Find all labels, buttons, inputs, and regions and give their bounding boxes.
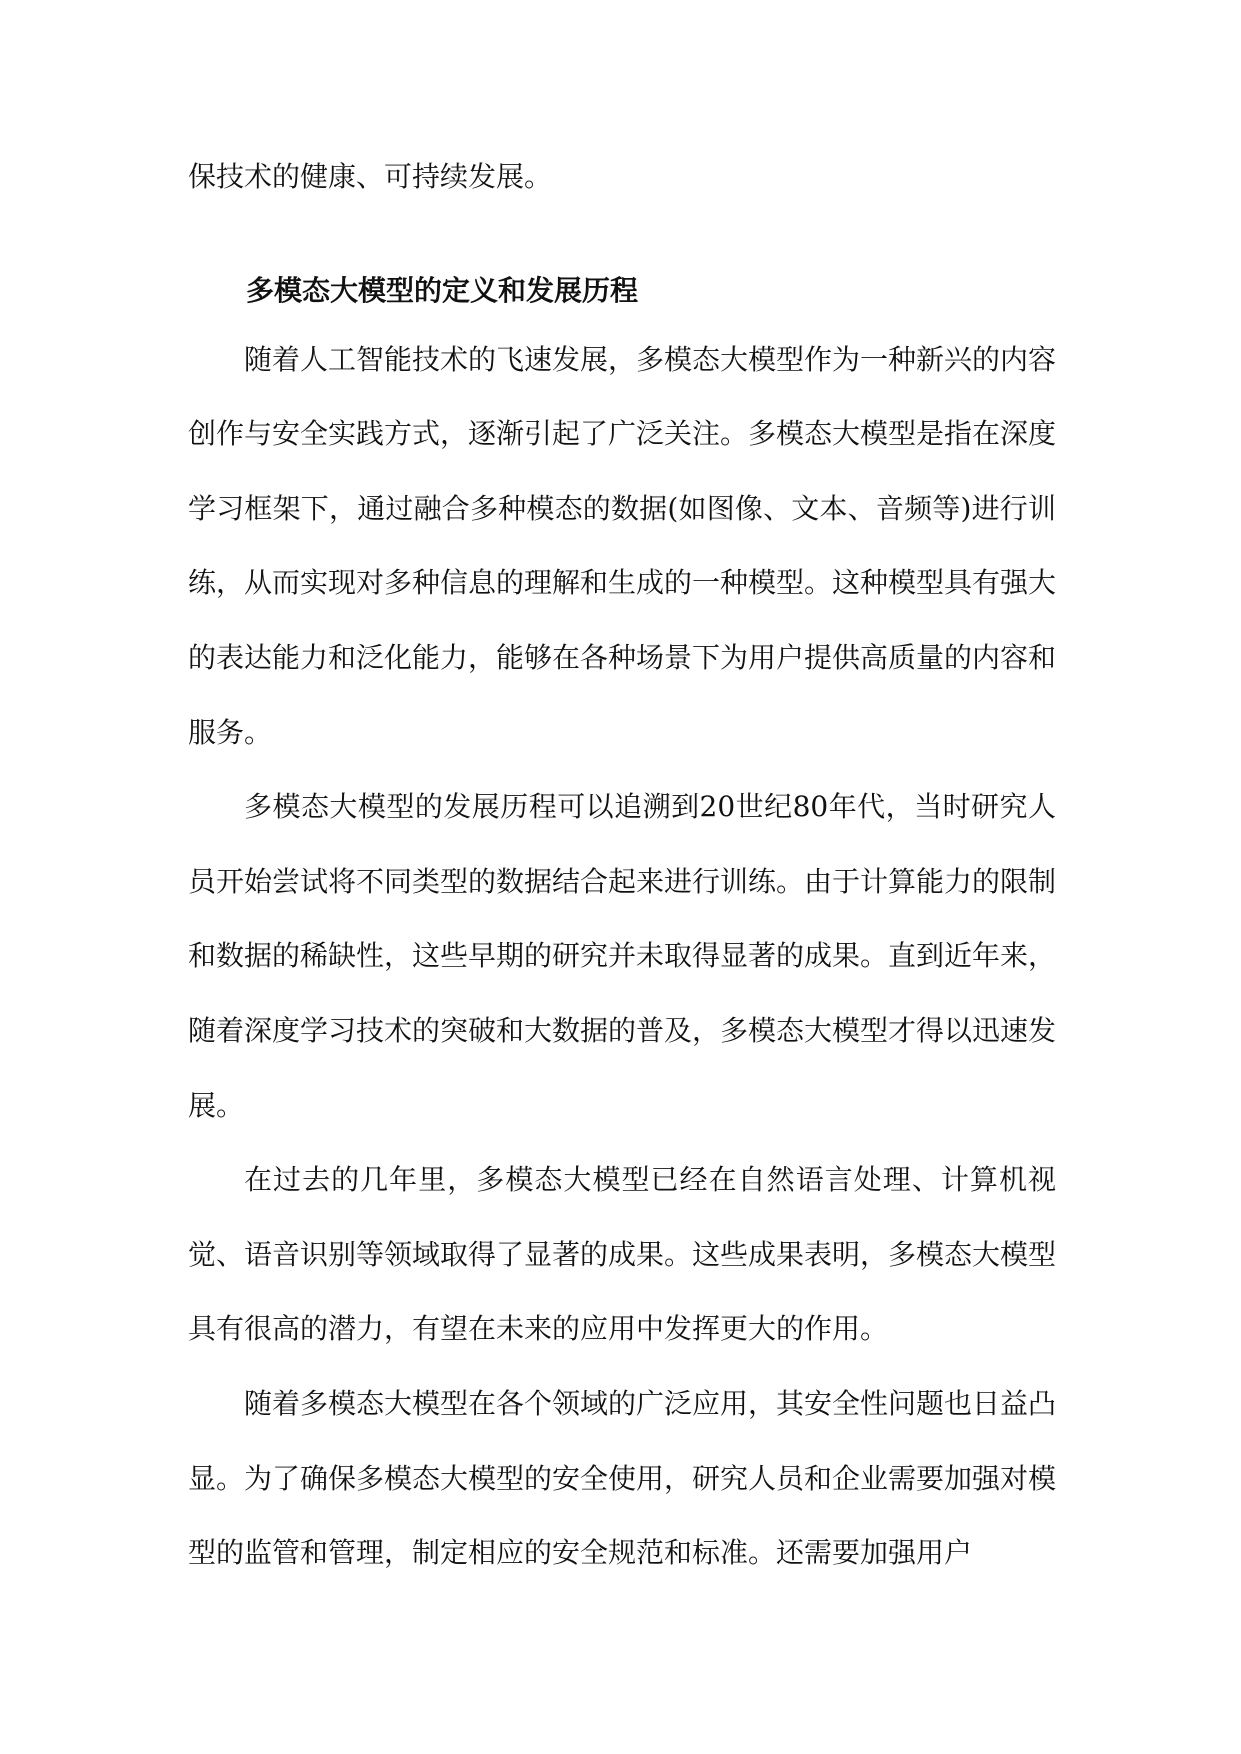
- paragraph-history: 多模态大模型的发展历程可以追溯到20世纪80年代，当时研究人员开始尝试将不同类型的数据结合起来进行训练。由于计算能力的限制和数据的稀缺性，这些早期的研究并未取得显著的成果。直到近年来，随着深度学习技术的突破和大数据的普及，多模态大模型才得以迅速发展。: [188, 790, 1057, 1122]
- document-body: [188, 140, 1056, 1591]
- section-heading: 多模态大模型的定义和发展历程: [246, 273, 639, 307]
- continuation-paragraph: 保技术的健康、可持续发展。: [188, 160, 553, 193]
- paragraph-security: 随着多模态大模型在各个领域的广泛应用，其安全性问题也日益凸显。为了确保多模态大模型的安全使用，研究人员和企业需要加强对模型的监管和管理，制定相应的安全规范和标准。还需要加强用户: [188, 1386, 1057, 1570]
- paragraph-definition: 随着人工智能技术的飞速发展，多模态大模型作为一种新兴的内容创作与安全实践方式，逐渐引起了广泛关注。多模态大模型是指在深度学习框架下，通过融合多种模态的数据(如图像、文本、音频等)进行训练，从而实现对多种信息的理解和生成的一种模型。这种模型具有强大的表达能力和泛化能力，能够在各种场景下为用户提供高质量的内容和服务。: [188, 342, 1057, 749]
- paragraph-achievements: 在过去的几年里，多模态大模型已经在自然语言处理、计算机视觉、语音识别等领域取得了显著的成果。这些成果表明，多模态大模型具有很高的潜力，有望在未来的应用中发挥更大的作用。: [188, 1163, 1057, 1346]
